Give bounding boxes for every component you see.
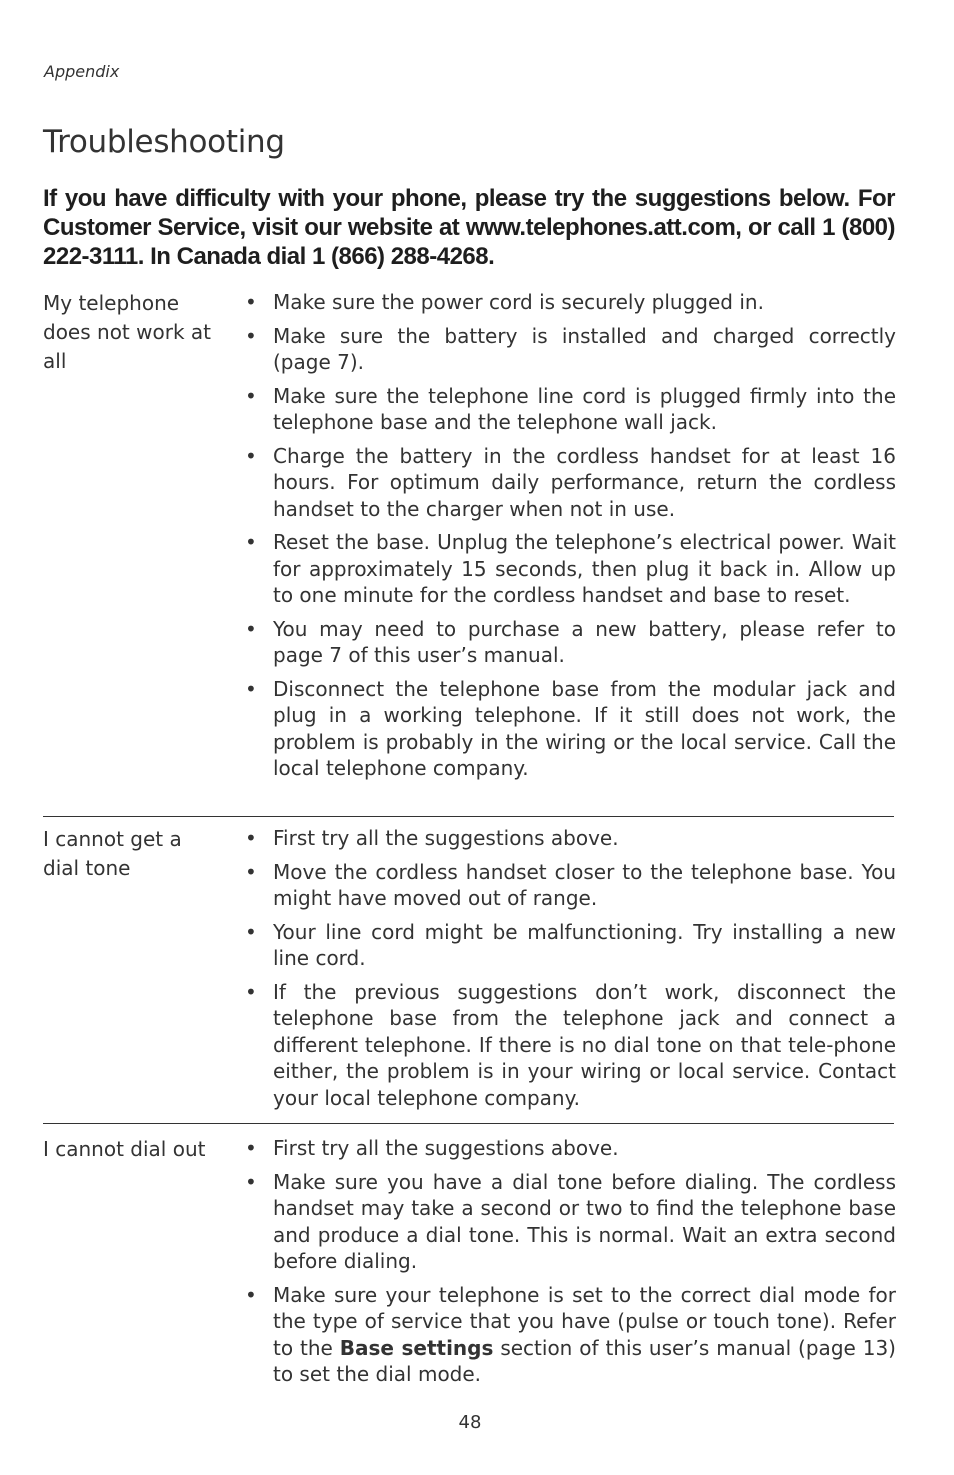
section-divider — [43, 1123, 894, 1124]
solution-item — [243, 1282, 896, 1388]
solution-item: • Your line cord might be malfunctioning. Try installing a new line cord. — [243, 919, 896, 972]
section-divider — [43, 816, 894, 817]
solution-item: • Disconnect the telephone base from the modular jack and plug in a working telephone. If it still does not work, the problem is probably in the wiring or the local service. Call the local telephone company. — [243, 676, 896, 782]
solution-item: • Make sure you have a dial tone before dialing. The cordless handset may take a second or two to find the telephone base and produce a dial tone. This is normal. Wait an extra second before dialing. — [243, 1169, 896, 1275]
solution-text: section of this user’s manual (page 13) to set the dial mode. — [273, 1335, 896, 1386]
problem-label: My telephone does not work at all — [43, 291, 211, 373]
solution-item: • Make sure the power cord is securely plugged in. — [243, 289, 896, 316]
solution-item: • If the previous suggestions don’t work, disconnect the telephone base from the telephone jack and connect a different telephone. If there is no dial tone on that tele-phone either, the problem is in your wiring or local service. Contact your local telephone company. — [243, 979, 896, 1112]
solution-item: • First try all the suggestions above. — [243, 1135, 896, 1162]
solution-item: • You may need to purchase a new battery, please refer to page 7 of this user’s manual. — [243, 616, 896, 669]
base-settings-reference: Base settings — [339, 1335, 494, 1360]
intro-text: If you have difficulty with your phone, please try the suggestions below. For Customer Service, visit our website at www.telephones.att.com, or call 1 (800) 222-3111. In Canada dial 1 (866) 288-4268. — [43, 185, 895, 270]
problem-label: I cannot dial out — [43, 1137, 206, 1161]
solution-list — [243, 289, 896, 789]
page-title: Troubleshooting — [43, 124, 285, 160]
solution-item: • Make sure the battery is installed and charged correctly (page 7). — [243, 323, 896, 376]
solution-item: • Charge the battery in the cordless handset for at least 16 hours. For optimum daily performance, return the cordless handset to the charger when not in use. — [243, 443, 896, 523]
solution-item: • Move the cordless handset closer to the telephone base. You might have moved out of range. — [243, 859, 896, 912]
solution-item: • Reset the base. Unplug the telephone’s electrical power. Wait for approximately 15 seconds, then plug it back in. Allow up to one minute for the cordless handset and base to reset. — [243, 529, 896, 609]
section-label: Appendix — [44, 62, 120, 81]
solution-list — [243, 825, 896, 1118]
solution-item: • First try all the suggestions above. — [243, 825, 896, 852]
page-number: 48 — [458, 1412, 482, 1433]
solution-list — [243, 1135, 896, 1395]
solution-item: • Make sure the telephone line cord is plugged firmly into the telephone base and the telephone wall jack. — [243, 383, 896, 436]
solution-text: Make sure your telephone is set to the correct dial mode for the type of service that you have (pulse or touch tone). Refer to the — [273, 1282, 896, 1360]
problem-label: I cannot get a dial tone — [43, 827, 182, 880]
